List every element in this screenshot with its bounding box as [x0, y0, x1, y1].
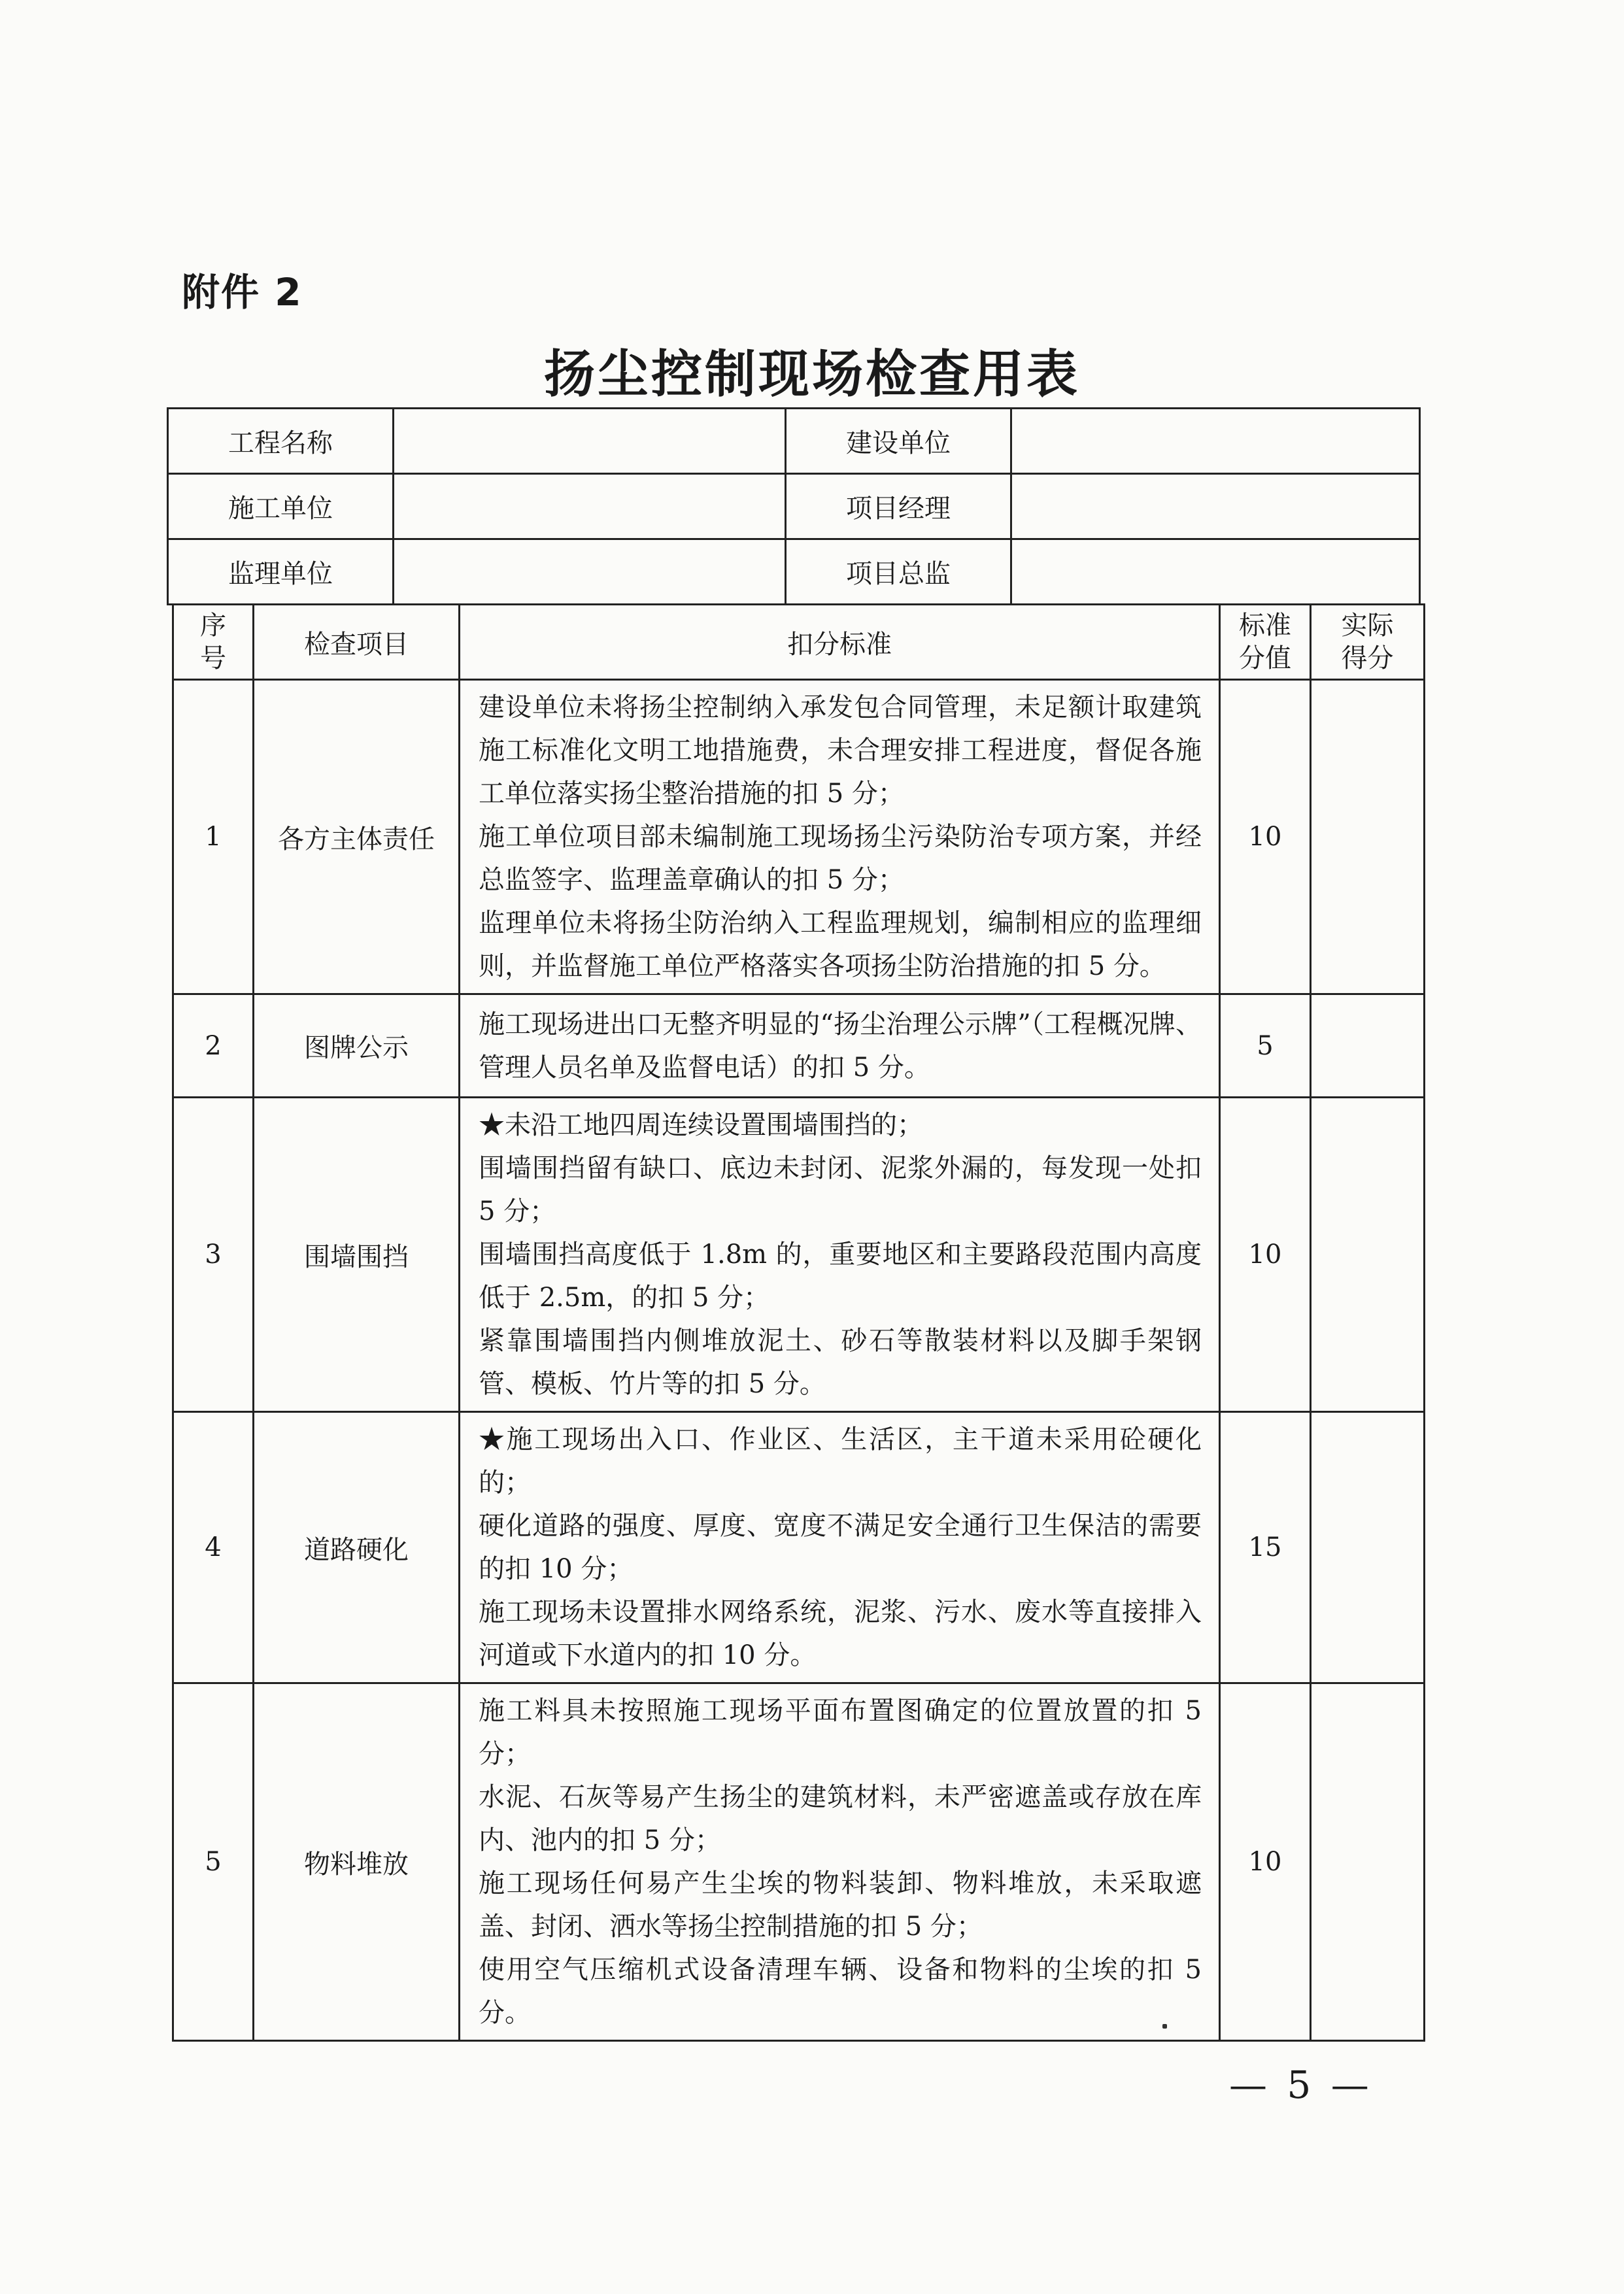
header-actual-line2: 得分: [1341, 643, 1394, 673]
row-actual-score-field: [1311, 1412, 1425, 1683]
row-item: 围墙围挡: [254, 1098, 460, 1412]
criteria-line: 建设单位未将扬尘控制纳入承发包合同管理，未足额计取建筑施工标准化文明工地措施费，未合理安排工程进度，督促各施工单位落实扬尘整治措施的扣 5 分；: [479, 692, 1202, 809]
row-criteria: [460, 680, 1220, 994]
criteria-line: 施工现场任何易产生尘埃的物料装卸、物料堆放，未采取遮盖、封闭、洒水等扬尘控制措施的扣 5 分；: [479, 1868, 1202, 1942]
info-label: 工程名称: [168, 409, 394, 474]
criteria-line: ★施工现场出入口、作业区、生活区，主干道未采用砼硬化的；: [479, 1425, 1202, 1498]
row-standard-score: 15: [1220, 1412, 1311, 1683]
header-standard-score: [1220, 605, 1311, 680]
page-title: 扬尘控制现场检查用表: [543, 345, 1080, 404]
criteria-line: 施工单位项目部未编制施工现场扬尘污染防治专项方案，并经总监签字、监理盖章确认的扣 5 分；: [479, 822, 1202, 895]
row-seq: 1: [173, 680, 254, 994]
row-item: 物料堆放: [254, 1683, 460, 2041]
criteria-line: 监理单位未将扬尘防治纳入工程监理规划，编制相应的监理细则，并监督施工单位严格落实各项扬尘防治措施的扣 5 分。: [479, 908, 1202, 981]
row-seq: 4: [173, 1412, 254, 1683]
info-label: 监理单位: [168, 539, 394, 605]
row-item: 各方主体责任: [254, 680, 460, 994]
header-standard-line2: 分值: [1239, 643, 1291, 673]
row-standard-score: 10: [1220, 1098, 1311, 1412]
info-value-field: [394, 539, 786, 605]
check-row: [173, 680, 1425, 994]
criteria-line: 水泥、石灰等易产生扬尘的建筑材料，未严密遮盖或存放在库内、池内的扣 5 分；: [479, 1782, 1202, 1855]
row-criteria: [460, 1683, 1220, 2041]
row-seq: 3: [173, 1098, 254, 1412]
header-actual-line1: 实际: [1341, 611, 1394, 641]
row-seq: 2: [173, 994, 254, 1098]
check-table-header: [173, 605, 1425, 680]
criteria-line: 施工现场进出口无整齐明显的“扬尘治理公示牌”（工程概况牌、管理人员名单及监督电话）的扣 5 分。: [479, 1009, 1202, 1083]
row-seq: 5: [173, 1683, 254, 2041]
row-standard-score: 10: [1220, 680, 1311, 994]
info-table: [167, 407, 1421, 605]
header-seq-line1: 序: [200, 611, 226, 641]
info-value-field: [1011, 474, 1420, 539]
header-seq: [173, 605, 254, 680]
row-item: 道路硬化: [254, 1412, 460, 1683]
row-actual-score-field: [1311, 1098, 1425, 1412]
row-actual-score-field: [1311, 994, 1425, 1098]
info-label: 项目经理: [786, 474, 1011, 539]
info-row: [168, 539, 1420, 605]
info-row: [168, 409, 1420, 474]
header-actual-score: [1311, 605, 1425, 680]
criteria-line: 硬化道路的强度、厚度、宽度不满足安全通行卫生保洁的需要的扣 10 分；: [479, 1511, 1202, 1584]
criteria-line: 施工现场未设置排水网络系统，泥浆、污水、废水等直接排入河道或下水道内的扣 10 分。: [479, 1597, 1202, 1670]
criteria-line: 围墙围挡高度低于 1.8m 的，重要地区和主要路段范围内高度低于 2.5m，的扣 5 分；: [479, 1240, 1202, 1313]
row-standard-score: 5: [1220, 994, 1311, 1098]
row-criteria: [460, 1412, 1220, 1683]
info-value-field: [1011, 539, 1420, 605]
row-criteria: [460, 1098, 1220, 1412]
row-item: 图牌公示: [254, 994, 460, 1098]
check-row: [173, 994, 1425, 1098]
info-label: 项目总监: [786, 539, 1011, 605]
info-table-body: [168, 409, 1420, 605]
header-seq-line2: 号: [200, 643, 226, 673]
check-row: [173, 1098, 1425, 1412]
row-actual-score-field: [1311, 1683, 1425, 2041]
info-label: 施工单位: [168, 474, 394, 539]
info-label: 建设单位: [786, 409, 1011, 474]
criteria-line: 使用空气压缩机式设备清理车辆、设备和物料的尘埃的扣 5 分。: [479, 1955, 1202, 2028]
criteria-line: 围墙围挡留有缺口、底边未封闭、泥浆外漏的，每发现一处扣 5 分；: [479, 1153, 1202, 1226]
check-row: [173, 1683, 1425, 2041]
info-row: [168, 474, 1420, 539]
info-value-field: [1011, 409, 1420, 474]
row-standard-score: 10: [1220, 1683, 1311, 2041]
row-criteria: [460, 994, 1220, 1098]
criteria-line: 紧靠围墙围挡内侧堆放泥土、砂石等散装材料以及脚手架钢管、模板、竹片等的扣 5 分。: [479, 1326, 1202, 1399]
row-actual-score-field: [1311, 680, 1425, 994]
check-row: [173, 1412, 1425, 1683]
attachment-label: 附件 2: [182, 270, 303, 314]
page-number: — 5 —: [1229, 2063, 1373, 2107]
header-item: 检查项目: [254, 605, 460, 680]
info-value-field: [394, 474, 786, 539]
criteria-line: ★未沿工地四周连续设置围墙围挡的；: [479, 1110, 923, 1140]
criteria-line: 施工料具未按照施工现场平面布置图确定的位置放置的扣 5 分；: [479, 1696, 1202, 1769]
header-standard-line1: 标准: [1239, 611, 1291, 641]
info-value-field: [394, 409, 786, 474]
scan-speck: [1162, 2024, 1167, 2029]
header-criteria: 扣分标准: [460, 605, 1220, 680]
check-table: [172, 603, 1425, 2042]
